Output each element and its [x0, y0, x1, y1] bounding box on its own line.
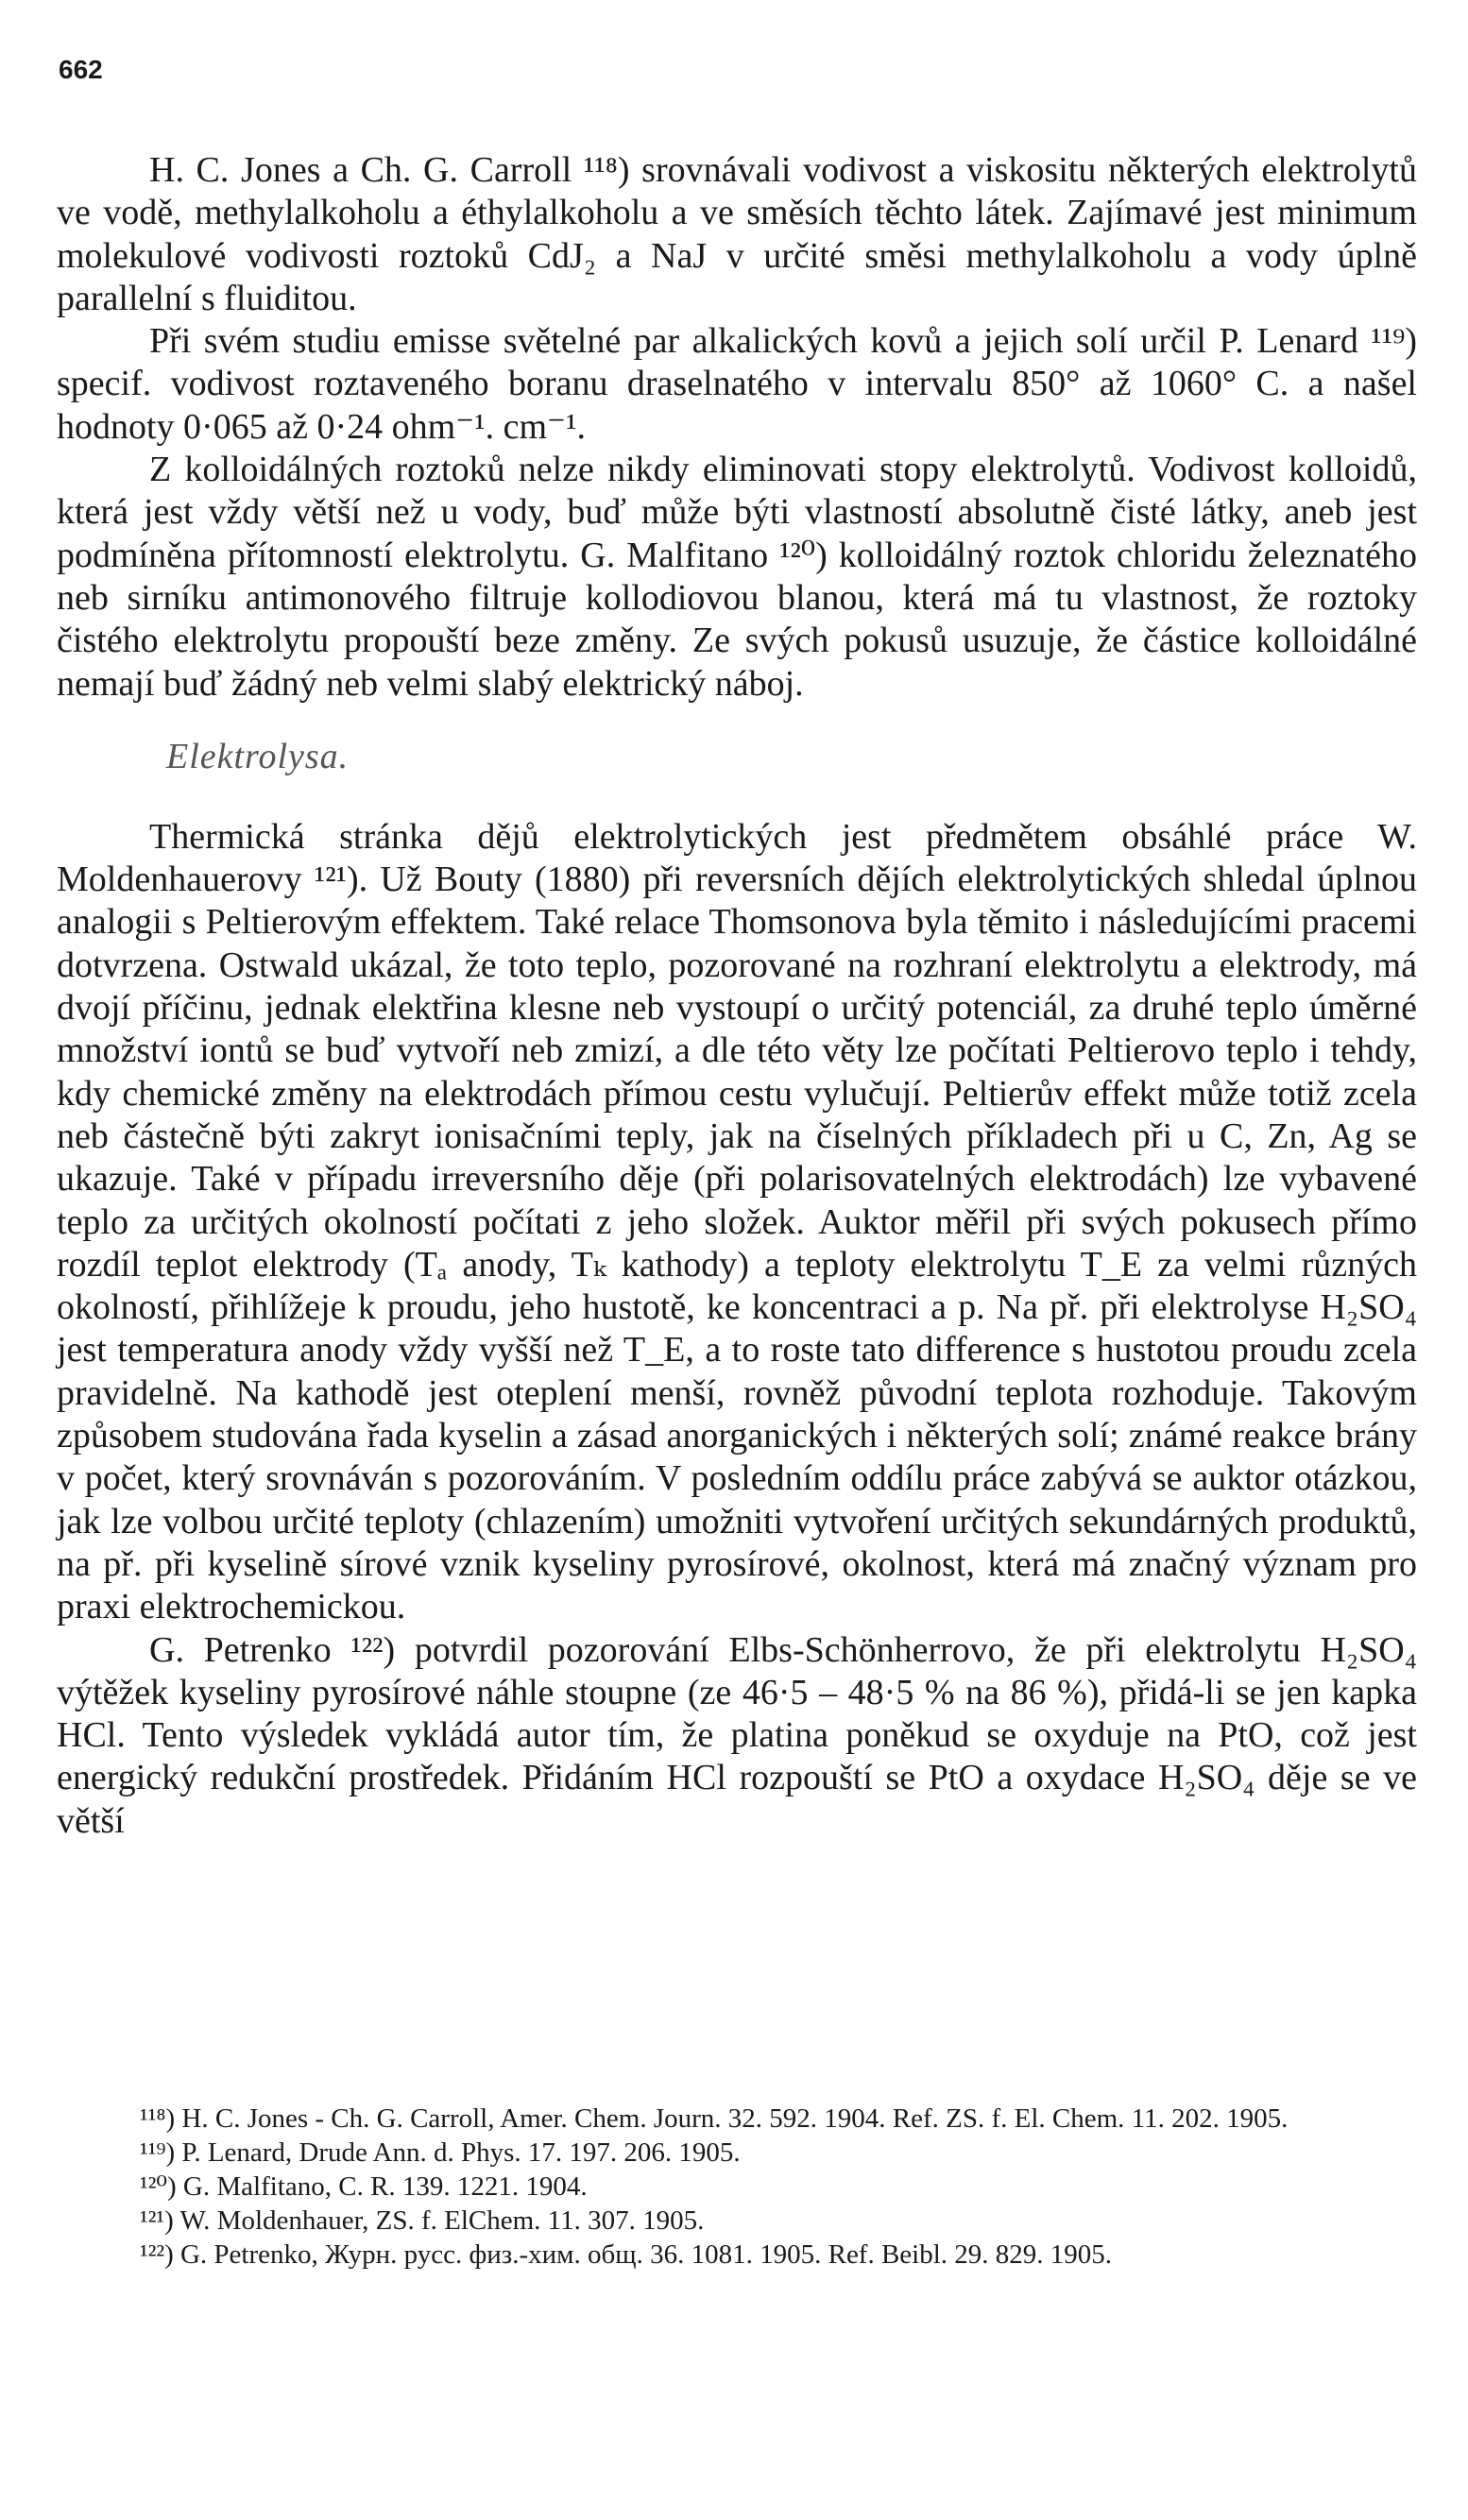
- page-number: 662: [59, 55, 103, 84]
- footnote-121: ¹²¹) W. Moldenhauer, ZS. f. ElChem. 11. 307. 1905.: [140, 2205, 705, 2236]
- paragraph-malfitano: Z kolloidálných roztoků nelze nikdy eliminovati stopy elektrolytů. Vodivost kolloidů, která jest vždy větší než u vody, buď může býti vlastností absolutně čisté látky, aneb jest podmíněna přítomností elektrolytu. G. Malfitano ¹²⁰) kolloidálný roztok chloridu železnatého neb sirníku antimonového filtruje kollodiovou blanou, která má tu vlastnost, že roztoky čistého elektrolytu propouští beze změny. Ze svých pokusů usuzuje, že částice kolloidálné nemají buď žádný neb velmi slabý elektrický náboj.: [57, 450, 1417, 704]
- paragraph-petrenko: G. Petrenko ¹²²) potvrdil pozorování Elbs-Schönherrovo, že při elektrolytu H₂SO₄ výtěžek kyseliny pyrosírové náhle stoupne (ze 46·5 – 48·5 % na 86 %), přidá-li se jen kapka HCl. Tento výsledek vykládá autor tím, že platina poněkud se oxyduje na PtO, což jest energický redukční prostředek. Přidáním HCl rozpouští se PtO a oxydace H₂SO₄ děje se ve větší: [57, 1629, 1417, 1841]
- paragraph-lenard: Při svém studiu emisse světelné par alkalických kovů a jejich solí určil P. Lenard ¹¹⁹) specif. vodivost roztaveného boranu draselnatého v intervalu 850° až 1060° C. a našel hodnoty 0·065 až 0·24 ohm⁻¹. cm⁻¹.: [57, 321, 1417, 447]
- main-text: [57, 149, 1417, 1843]
- footnotes: [57, 2102, 1417, 2272]
- footnote-120: ¹²⁰) G. Malfitano, C. R. 139. 1221. 1904.: [140, 2171, 588, 2202]
- footnote-119: ¹¹⁹) P. Lenard, Drude Ann. d. Phys. 17. 197. 206. 1905.: [140, 2137, 741, 2168]
- footnote-118: ¹¹⁸) H. C. Jones - Ch. G. Carroll, Amer. Chem. Journ. 32. 592. 1904. Ref. ZS. f. El. Chem. 11. 202. 1905.: [140, 2103, 1289, 2134]
- paragraph-jones-carroll: H. C. Jones a Ch. G. Carroll ¹¹⁸) srovnávali vodivost a viskositu některých elektrolytů ve vodě, methylalkoholu a éthylalkoholu a ve směsích těchto látek. Zajímavé jest minimum molekulové vodivosti roztoků CdJ₂ a NaJ v určité směsi methylalkoholu a vody úplně parallelní s fluiditou.: [57, 150, 1417, 318]
- paragraph-moldenhauer: Thermická stránka dějů elektrolytických jest předmětem obsáhlé práce W. Moldenhauerovy ¹²¹). Už Bouty (1880) při reversních dějích elektrolytických shledal úplnou analogii s Peltierovým effektem. Také relace Thomsonova byla těmito i následujícími pracemi dotvrzena. Ostwald ukázal, že toto teplo, pozorované na rozhraní elektrolytu a elektrody, má dvojí příčinu, jednak elektřina klesne neb vystoupí o určitý potenciál, za druhé teplo úměrné množství iontů se buď vytvoří neb zmizí, a dle této věty lze počítati Peltierovo teplo i tehdy, kdy chemické změny na elektrodách přímou cestu vylučují. Peltierův effekt může totiž zcela neb částečně býti zakryt ionisačními teply, jak na číselných příkladech při u C, Zn, Ag se ukazuje. Také v případu irreversního děje (při polarisovatelných elektrodách) lze vybavené teplo za určitých okolností počítati z jeho složek. Auktor měřil při svých pokusech přímo rozdíl teplot elektrody (Tₐ anody, Tₖ kathody) a teploty elektrolytu T_E za velmi různých okolností, přihlížeje k proudu, jeho hustotě, ke koncentraci a p. Na př. při elektrolyse H₂SO₄ jest temperatura anody vždy vyšší než T_E, a to roste tato difference s hustotou proudu zcela pravidelně. Na kathodě jest oteplení menší, rovněž původní teplota rozhoduje. Takovým způsobem studována řada kyselin a zásad anorganických i některých solí; známé reakce brány v počet, který srovnáván s pozorováním. V posledním oddílu práce zabývá se auktor otázkou, jak lze volbou určité teploty (chlazením) umožniti vytvoření určitých sekundárných produktů, na př. při kyselině sírové vznik kyseliny pyrosírové, okolnost, která má značný význam pro praxi elektrochemickou.: [57, 816, 1417, 1627]
- footnote-122: ¹²²) G. Petrenko, Журн. русс. физ.-хим. общ. 36. 1081. 1905. Ref. Beibl. 29. 829. 1905.: [140, 2239, 1113, 2270]
- section-heading: Elektrolysa.: [166, 736, 350, 776]
